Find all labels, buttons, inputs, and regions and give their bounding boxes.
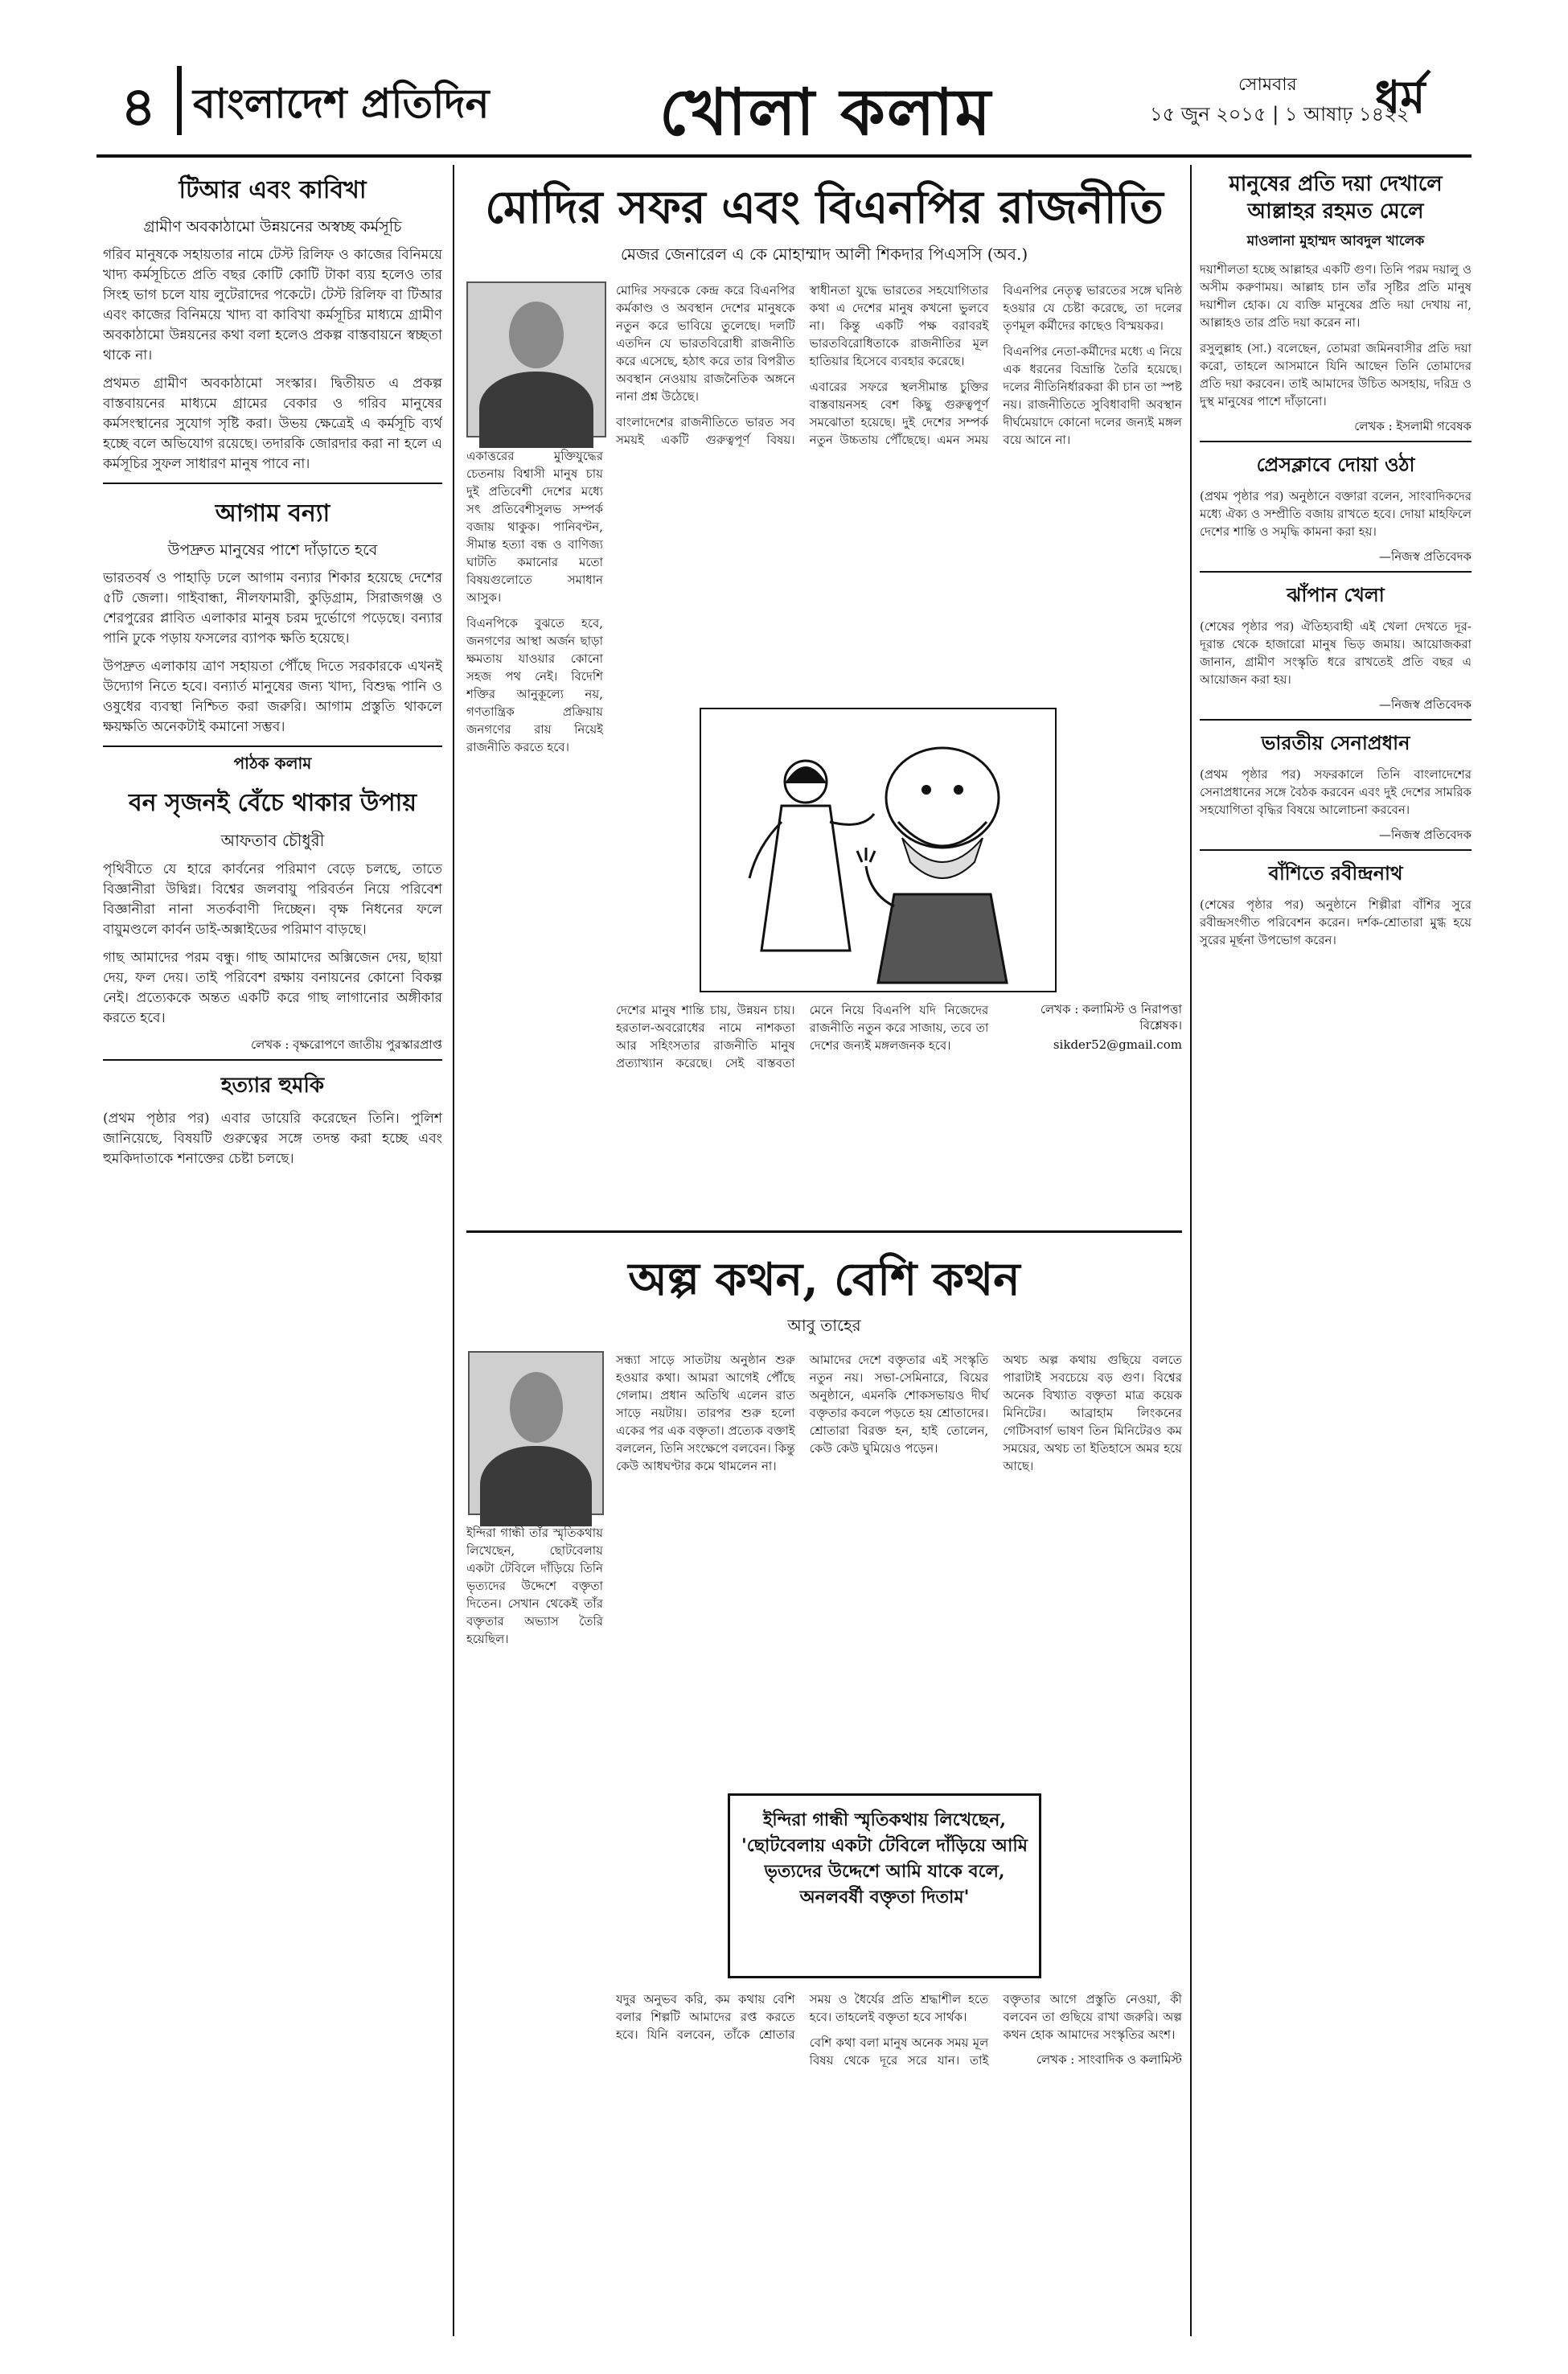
pull-quote: ইন্দিরা গান্ধী স্মৃতিকথায় লিখেছেন, 'ছোটবেলায় একটা টেবিলে দাঁড়িয়ে আমি ভৃত্যদের উদ্দেশে আমি যাকে বলে, অনলবর্ষী বক্তৃতা দিতাম' <box>728 1793 1041 1978</box>
article-paragraph: ইন্দিরা গান্ধী তাঁর স্মৃতিকথায় লিখেছেন, ছোটবেলায় একটা টেবিলে দাঁড়িয়ে তিনি ভৃত্যদের উদ্দেশে বক্তৃতা দিতেন। সেখান থেকেই তাঁর বক্তৃতার অভ্যাস তৈরি হয়েছিল। <box>466 1526 603 1646</box>
news-title: ঝাঁপান খেলা <box>1287 583 1385 606</box>
left-column <box>103 170 442 2334</box>
second-article-body-bottom <box>616 1990 1182 2336</box>
article-paragraph: ভারতবর্ষ ও পাহাড়ি ঢলে আগাম বন্যার শিকার হয়েছে দেশের ৫টি জেলা। গাইবান্ধা, নীলফামারী, কুড়িগ্রাম, সিরাজগঞ্জ ও শেরপুরের প্লাবিত এলাকার মানুষ চরম দুর্ভোগে পড়েছে। বন্যার পানি ঢুকে পড়ায় ফসলের ব্যাপক ক্ষতি হয়েছে। <box>103 570 442 647</box>
article-author: আফতাব চৌধুরী <box>220 831 325 850</box>
author-photo <box>466 281 606 437</box>
divider <box>1200 719 1472 721</box>
article-paragraph: প্রথমত গ্রামীণ অবকাঠামো সংস্কার। দ্বিতীয়ত এ প্রকল্প বাস্তবায়নের মাধ্যমে গ্রামের বেকার ও গরিব মানুষের কর্মসংস্থানের সুযোগ সৃষ্টি করা। উভয় ক্ষেত্রেই এ কর্মসূচি ব্যর্থ হচ্ছে বলে অভিযোগ রয়েছে। তদারকি জোরদার করা না হলে এ কর্মসূচির সুফল সাধারণ মানুষ পাবে না। <box>103 376 442 472</box>
header-rule <box>96 154 1472 158</box>
article-subtitle: গ্রামীণ অবকাঠামো উন্নয়নের অস্বচ্ছ কর্মসূচি <box>143 218 402 236</box>
news-text: (প্রথম পৃষ্ঠার পর) অনুষ্ঠানে বক্তারা বলেন, সাংবাদিকদের মধ্যে ঐক্য ও সম্প্রীতি বজায় রাখতে হবে। দোয়া মাহফিলে দেশের শান্তি ও সমৃদ্ধি কামনা করা হয়। <box>1200 489 1472 539</box>
article-paragraph: বিএনপিকে বুঝতে হবে, জনগণের আস্থা অর্জন ছাড়া ক্ষমতায় যাওয়ার কোনো সহজ পথ নেই। বিদেশি শক্তির আনুকূল্যে নয়, গণতান্ত্রিক প্রক্রিয়ায় জনগণের রায় নিয়েই রাজনীতি করতে হবে। <box>466 616 603 754</box>
news-title: প্রেসক্লাবে দোয়া ওঠা <box>1256 453 1415 476</box>
cartoon-drawing <box>701 709 1055 991</box>
article-paragraph: দয়াশীলতা হচ্ছে আল্লাহর একটি গুণ। তিনি পরম দয়ালু ও অসীম করুণাময়। আল্লাহ চান তাঁর সৃষ্টির প্রতি মানুষ দয়াশীল হোক। যে ব্যক্তি মানুষের প্রতি দয়া দেখায় না, আল্লাহও তার প্রতি দয়া করেন না। <box>1200 262 1472 330</box>
newspaper-name: বাংলাদেশ প্রতিদিন <box>193 80 490 127</box>
article-paragraph: আমাদের দেশে বক্তৃতার এই সংস্কৃতি নতুন নয়। সভা-সেমিনারে, বিয়ের অনুষ্ঠানে, এমনকি শোকসভায়ও দীর্ঘ বক্তৃতার কবলে পড়তে হয় শ্রোতাদের। শ্রোতারা বিরক্ত হন, হাই তোলেন, কেউ কেউ ঘুমিয়েও পড়েন। <box>809 1353 989 1456</box>
article-title: হত্যার হুমকি <box>220 1074 325 1098</box>
article-paragraph: যদুর অনুভব করি, কম কথায় বেশি বলার শিল্পটি আমাদের রপ্ত করতে হবে। যিনি বলবেন, তাঁকে শ্রোতার সময় ও ধৈর্যের প্রতি শ্রদ্ধাশীল হতে হবে। তাহলেই বক্তৃতা হবে সার্থক। <box>616 1992 989 2042</box>
news-text: (শেষের পৃষ্ঠার পর) অনুষ্ঠানে শিল্পীরা বাঁশির সুরে রবীন্দ্রসংগীত পরিবেশন করেন। দর্শক-শ্রোতারা মুগ্ধ হয়ে সুরের মূর্ছনা উপভোগ করেন। <box>1200 897 1472 947</box>
author-photo-shoulders <box>480 1446 592 1526</box>
news-credit: —নিজস্ব প্রতিবেদক <box>1378 697 1472 712</box>
article-paragraph: গাছ আমাদের পরম বন্ধু। গাছ আমাদের অক্সিজেন দেয়, ছায়া দেয়, ফল দেয়। তাই পরিবেশ রক্ষায় বনায়নের কোনো বিকল্প নেই। প্রত্যেককে অন্তত একটি করে গাছ লাগানোর অঙ্গীকার করতে হবে। <box>103 950 442 1026</box>
news-title: বাঁশিতে রবীন্দ্রনাথ <box>1268 861 1403 885</box>
author-photo-shoulders <box>479 372 594 448</box>
main-article-byline-wrap <box>466 243 1182 272</box>
news-text: (প্রথম পৃষ্ঠার পর) সফরকালে তিনি বাংলাদেশের সেনাপ্রধানের সঙ্গে বৈঠক করবেন এবং দুই দেশের সামরিক সহযোগিতা বৃদ্ধির বিষয়ে আলোচনা করবেন। <box>1200 767 1472 817</box>
author-photo <box>468 1351 604 1515</box>
author-photo-head <box>510 1372 563 1443</box>
second-article-title: অল্প কথন, বেশি কথন <box>628 1253 1020 1306</box>
second-article-body-left <box>466 1524 603 2023</box>
article-title: আগাম বন্যা <box>215 499 330 528</box>
news-credit: —নিজস্ব প্রতিবেদক <box>1378 549 1472 564</box>
column-rule-right <box>1190 165 1192 2336</box>
reader-column-label: পাঠক কলাম <box>233 754 312 773</box>
divider <box>103 745 442 747</box>
news-title: ভারতীয় সেনাপ্রধান <box>1261 731 1410 754</box>
article-paragraph: অথচ অল্প কথায় গুছিয়ে বলতে পারাটাই সবচেয়ে বড় গুণ। বিশ্বের অনেক বিখ্যাত বক্তৃতা মাত্র কয়েক মিনিটের। আব্রাহাম লিংকনের গেটিসবার্গ ভাষণ তিন মিনিটেরও কম সময়ের, অথচ তা ইতিহাসে অমর হয়ে আছে। <box>1003 1353 1182 1473</box>
political-cartoon <box>700 708 1057 992</box>
column-rule-left <box>453 165 454 2336</box>
second-article-author: আবু তাহের <box>787 1316 861 1335</box>
author-photo-head <box>509 302 564 369</box>
article-paragraph: এবারের সফরে স্থলসীমান্ত চুক্তির বাস্তবায়নসহ বেশ কিছু গুরুত্বপূর্ণ সমঝোতা হয়েছে। দুই দেশের সম্পর্ক নতুন উচ্চতায় পৌঁছেছে। এমন সময় বিএনপির নেতৃত্ব ভারতের সঙ্গে ঘনিষ্ঠ হওয়ার যে চেষ্টা করেছে, তা দলের তৃণমূল কর্মীদের কাছেও বিস্ময়কর। <box>809 283 1182 447</box>
article-paragraph: গরিব মানুষকে সহায়তার নামে টেস্ট রিলিফ ও কাজের বিনিময়ে খাদ্য কর্মসূচিতে প্রতি বছর কোটি কোটি টাকা ব্যয় হলেও তার সিংহ ভাগ চলে যায় লুটেরাদের পকেটে। টেস্ট রিলিফ বা টিআর এবং কাজের বিনিময়ে খাদ্য বা কাবিখা কর্মসূচির মাধ্যমে গ্রামীণ অবকাঠামো উন্নয়নের কথা বলা হলেও প্রকল্প বাস্তবায়নে স্বচ্ছতা থাকে না। <box>103 247 442 363</box>
news-text: (শেষের পৃষ্ঠার পর) ঐতিহ্যবাহী এই খেলা দেখতে দূর-দূরান্ত থেকে হাজারো মানুষ ভিড় জমায়। আয়োজকরা জানান, গ্রামীণ সংস্কৃতি ধরে রাখতেই প্রতি বছর এ আয়োজন করা হয়। <box>1200 619 1472 687</box>
section-title: খোলা কলাম <box>659 74 993 150</box>
article-paragraph: পৃথিবীতে যে হারে কার্বনের পরিমাণ বেড়ে চলছে, তাতে বিজ্ঞানীরা উদ্বিগ্ন। বিশ্বের জলবায়ু পরিবর্তন নিয়ে পরিবেশ বিজ্ঞানীরা নানা সতর্কবাণী দিচ্ছেন। বৃক্ষ নিধনের ফলে বায়ুমণ্ডলে কার্বন ডাই-অক্সাইডের পরিমাণ বাড়ছে। <box>103 861 442 938</box>
article-paragraph: বাংলাদেশের রাজনীতিতে ভারত সব সময়ই একটি গুরুত্বপূর্ণ বিষয়। স্বাধীনতা যুদ্ধে ভারতের সহযোগিতার কথা এ দেশের মানুষ কখনো ভুলবে না। কিন্তু একটি পক্ষ বরাবরই ভারতবিরোধিতাকে রাজনীতির মূল হাতিয়ার হিসেবে ব্যবহার করেছে। <box>616 283 989 447</box>
article-paragraph: মোদির সফরকে কেন্দ্র করে বিএনপির কর্মকাণ্ড ও অবস্থান দেশের মানুষকে নতুন করে ভাবিয়ে তুলেছে। দলটি এতদিন যে ভারতবিরোধী রাজনীতি করে এসেছে, হঠাৎ করে তার বিপরীত অবস্থান নেওয়ায় রাজনৈতিক অঙ্গনে নানা প্রশ্ন উঠেছে। <box>616 283 795 404</box>
page-header <box>96 56 1472 151</box>
second-article-body-top <box>616 1351 1182 1769</box>
news-credit: —নিজস্ব প্রতিবেদক <box>1378 828 1472 842</box>
header-day: সোমবার <box>1238 75 1297 95</box>
author-note: লেখক : ইসলামী গবেষক <box>1354 419 1472 433</box>
header-date: ১৫ জুন ২০১৫ | ১ আষাঢ় ১৪২২ <box>1150 103 1410 125</box>
article-divider <box>466 1230 1182 1233</box>
page-number: ৪ <box>121 75 157 139</box>
article-paragraph: বিএনপির নেতা-কর্মীদের মধ্যে এ নিয়ে এক ধরনের বিভ্রান্তি তৈরি হয়েছে। দলের নীতিনির্ধারকরা কী চান তা স্পষ্ট নয়। রাজনীতিতে সুবিধাবাদী অবস্থান দীর্ঘমেয়াদে কোনো দলের জন্যই মঙ্গল বয়ে আনে না। <box>1003 344 1182 447</box>
article-subtitle: উপদ্রুত মানুষের পাশে দাঁড়াতে হবে <box>167 541 378 559</box>
article-paragraph: রসুলুল্লাহ (সা.) বলেছেন, তোমরা জমিনবাসীর প্রতি দয়া করো, তাহলে আসমানে যিনি আছেন তিনি তোমাদের প্রতি দয়া করবেন। তাই আমাদের উচিত অসহায়, দরিদ্র ও দুস্থ মানুষের পাশে দাঁড়ানো। <box>1200 341 1472 409</box>
author-note: লেখক : কলামিস্ট ও নিরাপত্তা বিশ্লেষক। <box>1040 1002 1182 1033</box>
header-divider <box>177 66 182 135</box>
divider <box>1200 441 1472 442</box>
article-title: টিআর এবং কাবিখা <box>179 176 367 204</box>
main-article-title: মোদির সফর এবং বিএনপির রাজনীতি <box>485 181 1164 234</box>
main-article-body-left <box>466 447 603 1123</box>
author-note: লেখক : সাংবাদিক ও কলামিস্ট <box>1036 2052 1182 2067</box>
article-paragraph: একাত্তরের মুক্তিযুদ্ধের চেতনায় বিশ্বাসী মানুষ চায় দুই প্রতিবেশী দেশের মধ্যে সৎ প্রতিবেশীসুলভ সম্পর্ক বজায় থাকুক। পানিবণ্টন, সীমান্ত হত্যা বন্ধ ও বাণিজ্য ঘাটতি কমানোর মতো বিষয়গুলোতে সমাধান আসুক। <box>466 449 603 605</box>
divider <box>1200 849 1472 851</box>
main-article-body-top <box>616 281 1182 692</box>
main-article-body-bottom <box>616 1001 1182 1162</box>
second-article-byline-wrap <box>466 1314 1182 1341</box>
article-title: মানুষের প্রতি দয়া দেখালে আল্লাহর রহমত মেলে <box>1229 172 1443 224</box>
author-email: sikder52@gmail.com <box>1053 1037 1182 1052</box>
article-author: মাওলানা মুহাম্মদ আবদুল খালেক <box>1246 233 1425 249</box>
right-column <box>1200 170 1472 2334</box>
main-article-byline: মেজর জেনারেল এ কে মোহাম্মাদ আলী শিকদার পিএসসি (অব.) <box>620 244 1028 264</box>
article-paragraph: উপদ্রুত এলাকায় ত্রাণ সহায়তা পৌঁছে দিতে সরকারকে এখনই উদ্যোগ নিতে হবে। বন্যার্ত মানুষের জন্য খাদ্য, বিশুদ্ধ পানি ও ওষুধের ব্যবস্থা নিশ্চিত করা জরুরি। আগাম প্রস্তুতি থাকলে ক্ষয়ক্ষতি অনেকটাই কমানো সম্ভব। <box>103 659 442 735</box>
author-note: লেখক : বৃক্ষরোপণে জাতীয় পুরস্কারপ্রাপ্ত <box>250 1037 442 1052</box>
article-paragraph: দেশের মানুষ শান্তি চায়, উন্নয়ন চায়। হরতাল-অবরোধের নামে নাশকতা আর সহিংসতার রাজনীতি মানুষ প্রত্যাখ্যান করেছে। সেই বাস্তবতা মেনে নিয়ে বিএনপি যদি নিজেদের রাজনীতি নতুন করে সাজায়, তবে তা দেশের জন্যই মঙ্গলজনক হবে। <box>616 1003 989 1070</box>
article-paragraph: সন্ধ্যা সাড়ে সাতটায় অনুষ্ঠান শুরু হওয়ার কথা। আমরা আগেই পৌঁছে গেলাম। প্রধান অতিথি এলেন রাত সাড়ে নয়টায়। তারপর শুরু হলো একের পর এক বক্তৃতা। প্রত্যেক বক্তাই বললেন, তিনি সংক্ষেপে বলবেন। কিন্তু কেউ আধঘণ্টার কমে থামলেন না। <box>616 1353 795 1473</box>
divider <box>103 483 442 484</box>
religion-masthead: ধর্ম <box>1375 71 1426 124</box>
divider <box>1200 571 1472 573</box>
article-title: বন সৃজনই বেঁচে থাকার উপায় <box>128 789 417 817</box>
article-paragraph: (প্রথম পৃষ্ঠার পর) এবার ডায়েরি করেছেন তিনি। পুলিশ জানিয়েছে, বিষয়টি গুরুত্বের সঙ্গে তদন্ত করা হচ্ছে এবং হুমকিদাতাকে শনাক্তের চেষ্টা চলছে। <box>103 1111 442 1167</box>
article-paragraph: বেশি কথা বলা মানুষ অনেক সময় মূল বিষয় থেকে দূরে সরে যান। তাই বক্তৃতার আগে প্রস্তুতি নেওয়া, কী বলবেন তা গুছিয়ে রাখা জরুরি। অল্প কথন হোক আমাদের সংস্কৃতির অংশ। <box>809 1992 1182 2068</box>
divider <box>103 1059 442 1061</box>
